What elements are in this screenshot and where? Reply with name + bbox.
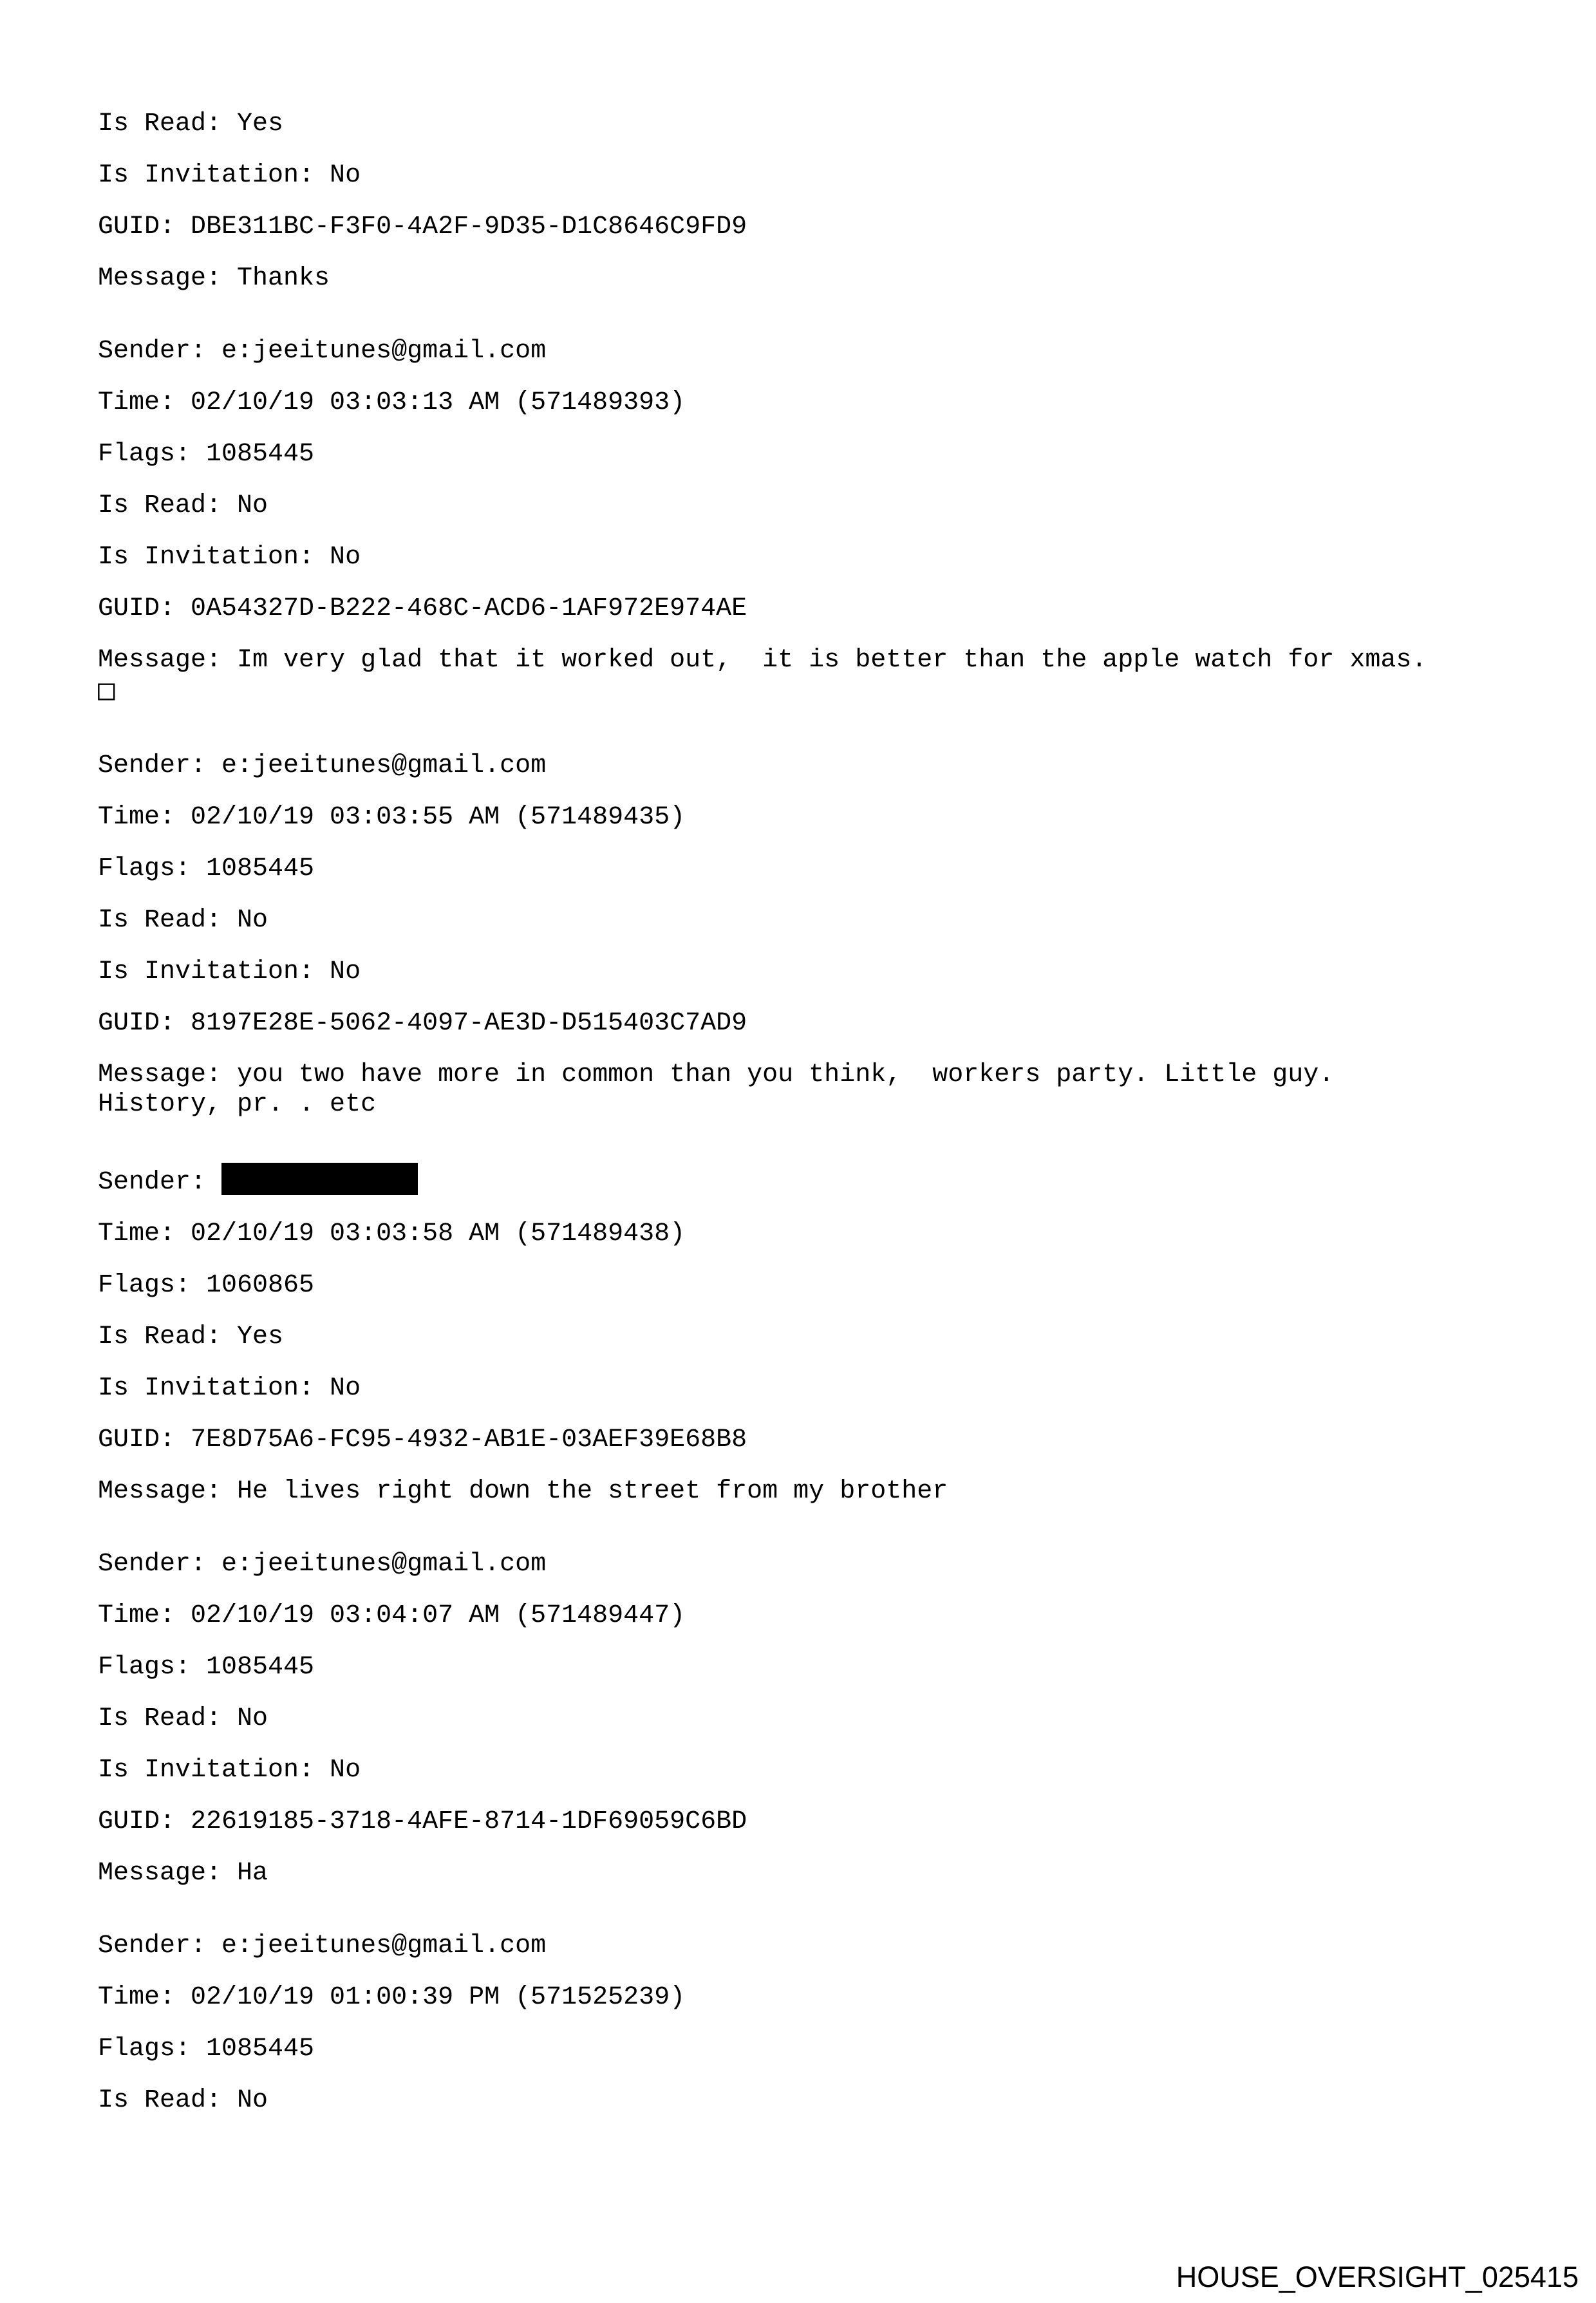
message-line: Message: He lives right down the street from my brother (98, 1477, 948, 1506)
is-invitation-line: Is Invitation: No (98, 957, 361, 986)
message-line: Message: Ha (98, 1859, 268, 1888)
guid-line: GUID: 8197E28E-5062-4097-AE3D-D515403C7AD9 (98, 1009, 747, 1038)
is-read-line: Is Read: No (98, 491, 268, 520)
missing-glyph-box: □ (98, 673, 115, 706)
sender-line: Sender: e:jeeitunes@gmail.com (98, 337, 547, 366)
flags-line: Flags: 1085445 (98, 1653, 315, 1682)
is-invitation-line: Is Invitation: No (98, 1374, 361, 1403)
message-continuation-line: History, pr. . etc (98, 1090, 377, 1119)
message-line: Message: Im very glad that it worked out, it is better than the apple watch for xmas. (98, 646, 1427, 675)
time-line: Time: 02/10/19 01:00:39 PM (571525239) (98, 1983, 686, 2012)
is-read-line: Is Read: No (98, 906, 268, 935)
message-record (98, 1163, 1527, 1507)
message-record (98, 1550, 1527, 1888)
message-record (98, 109, 1527, 294)
redaction-bar (221, 1163, 418, 1195)
message-line: Message: Thanks (98, 264, 330, 293)
is-invitation-line: Is Invitation: No (98, 1756, 361, 1785)
message-continuation-line (98, 675, 1527, 708)
message-record (98, 337, 1527, 708)
is-read-line: Is Read: Yes (98, 109, 284, 138)
sender-label: Sender: (98, 1168, 222, 1197)
is-invitation-line: Is Invitation: No (98, 543, 361, 572)
message-record (98, 751, 1527, 1120)
sender-line: Sender: e:jeeitunes@gmail.com (98, 751, 547, 780)
flags-line: Flags: 1085445 (98, 2035, 315, 2063)
is-read-line: Is Read: Yes (98, 1322, 284, 1351)
message-line: Message: you two have more in common than you think, workers party. Little guy. (98, 1060, 1335, 1089)
message-record (98, 1932, 1527, 2116)
flags-line: Flags: 1085445 (98, 440, 315, 469)
guid-line: GUID: DBE311BC-F3F0-4A2F-9D35-D1C8646C9FD9 (98, 212, 747, 241)
message-log (98, 0, 1527, 2116)
guid-line: GUID: 7E8D75A6-FC95-4932-AB1E-03AEF39E68B8 (98, 1425, 747, 1454)
time-line: Time: 02/10/19 03:03:58 AM (571489438) (98, 1219, 686, 1248)
sender-line (98, 1163, 1527, 1198)
is-invitation-line: Is Invitation: No (98, 161, 361, 190)
flags-line: Flags: 1085445 (98, 854, 315, 883)
flags-line: Flags: 1060865 (98, 1271, 315, 1300)
sender-line: Sender: e:jeeitunes@gmail.com (98, 1932, 547, 1960)
guid-line: GUID: 0A54327D-B222-468C-ACD6-1AF972E974AE (98, 594, 747, 623)
is-read-line: Is Read: No (98, 1704, 268, 1733)
guid-line: GUID: 22619185-3718-4AFE-8714-1DF69059C6BD (98, 1807, 747, 1836)
time-line: Time: 02/10/19 03:03:55 AM (571489435) (98, 803, 686, 832)
bates-number: HOUSE_OVERSIGHT_025415 (1176, 2261, 1579, 2293)
is-read-line: Is Read: No (98, 2086, 268, 2115)
time-line: Time: 02/10/19 03:03:13 AM (571489393) (98, 388, 686, 417)
time-line: Time: 02/10/19 03:04:07 AM (571489447) (98, 1601, 686, 1630)
sender-line: Sender: e:jeeitunes@gmail.com (98, 1550, 547, 1579)
